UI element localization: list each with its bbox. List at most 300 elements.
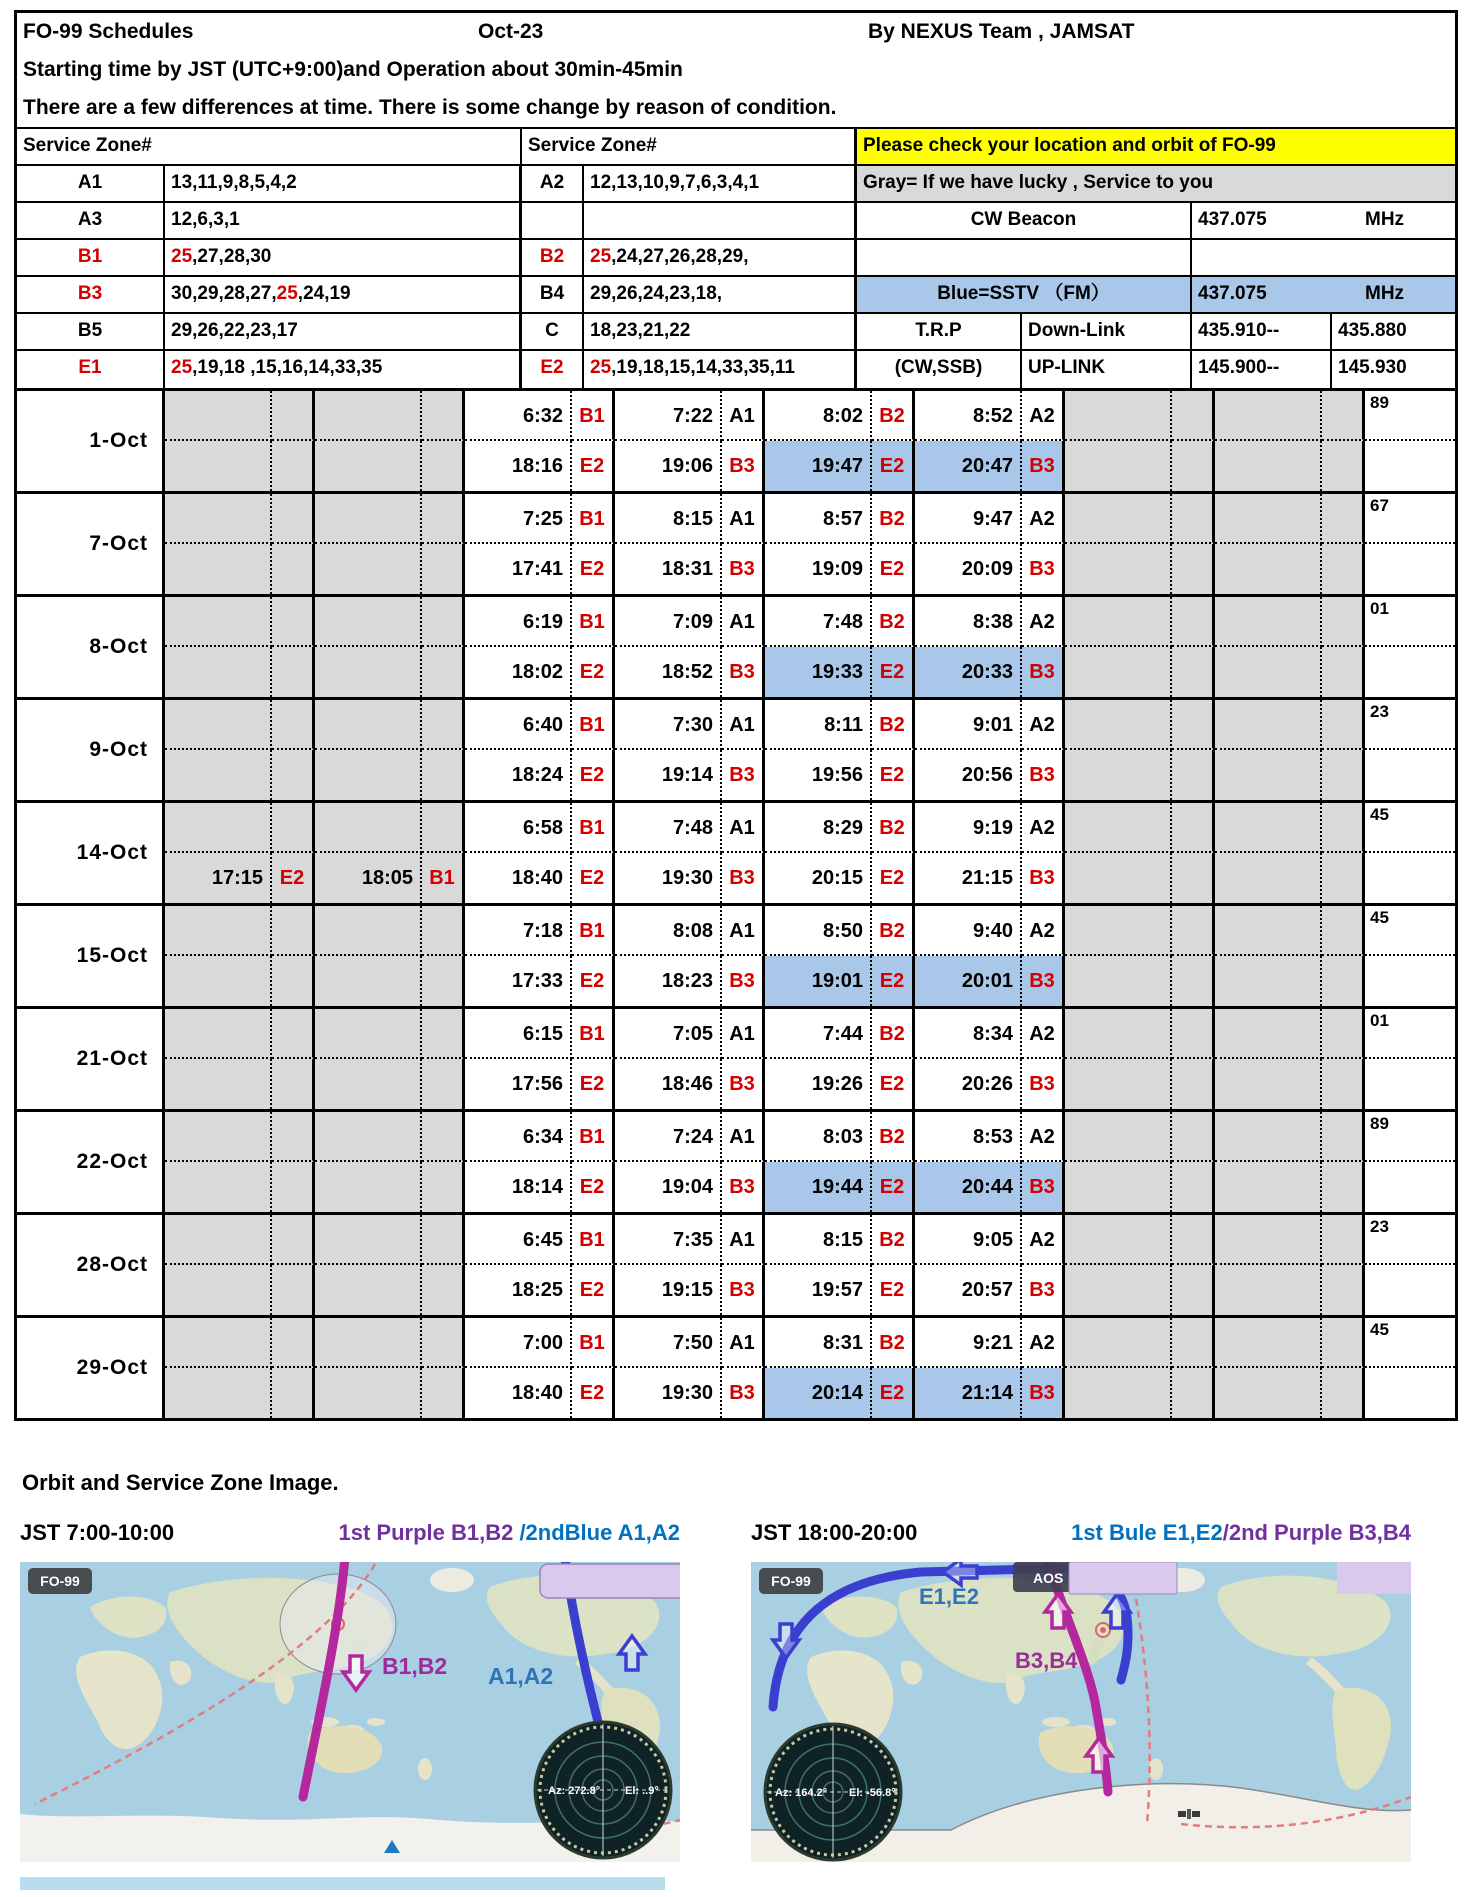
pass-time	[315, 1368, 422, 1418]
pass-zone: A2	[1022, 906, 1065, 956]
pass-zone	[272, 1318, 315, 1368]
pass-time	[1215, 956, 1322, 1006]
zone-numbers	[584, 240, 857, 277]
pass-zone	[422, 1265, 465, 1315]
pass-zone: B3	[1022, 853, 1065, 903]
pass-zone	[1172, 906, 1215, 956]
pass-time	[165, 956, 272, 1006]
pass-zone	[422, 1112, 465, 1162]
pass-time	[1215, 750, 1322, 800]
orbit-number-empty	[1365, 441, 1455, 491]
zone-label: C	[522, 314, 584, 351]
pass-zone	[422, 544, 465, 594]
pass-zone	[422, 803, 465, 853]
orbit-number: 89	[1365, 1112, 1455, 1162]
pass-zone: E2	[272, 853, 315, 903]
frequency-value	[1192, 203, 1455, 240]
pass-time	[1215, 853, 1322, 903]
zone-label: B3	[17, 277, 165, 314]
zone-table-mid-header: Service Zone#	[522, 129, 857, 166]
pass-time: 20:26	[915, 1059, 1022, 1109]
pass-zone	[272, 391, 315, 441]
pass-zone: B1	[572, 906, 615, 956]
pass-zone: A2	[1022, 597, 1065, 647]
zone-numbers	[584, 314, 857, 351]
pass-time	[315, 544, 422, 594]
pass-zone	[272, 1162, 315, 1212]
pass-zone	[1172, 1265, 1215, 1315]
orbit-number: 23	[1365, 700, 1455, 750]
pass-zone: B3	[1022, 1059, 1065, 1109]
date-label: 14-Oct	[17, 803, 165, 903]
pass-time	[165, 494, 272, 544]
bottom-blue-bar	[20, 1877, 665, 1890]
pass-zone	[422, 1162, 465, 1212]
pass-zone	[422, 1318, 465, 1368]
zone-row	[17, 166, 1455, 203]
zone-numbers	[165, 203, 522, 240]
pass-time: 8:11	[765, 700, 872, 750]
pass-time	[165, 647, 272, 697]
pass-time: 8:08	[615, 906, 722, 956]
pass-zone: B2	[872, 803, 915, 853]
link-direction-label: UP-LINK	[1022, 351, 1192, 388]
legend-blue-e1e2: 1st Bule E1,E2	[1071, 1520, 1223, 1545]
pass-time: 6:19	[465, 597, 572, 647]
pass-time: 18:16	[465, 441, 572, 491]
zone-label: B5	[17, 314, 165, 351]
pass-time	[1065, 700, 1172, 750]
pass-time: 19:01	[765, 956, 872, 1006]
pass-time	[1215, 494, 1322, 544]
fo99-badge-label: FO-99	[771, 1573, 811, 1589]
zone-label: A3	[17, 203, 165, 240]
pass-time	[315, 1112, 422, 1162]
pass-zone	[1172, 1059, 1215, 1109]
pass-zone	[1322, 1368, 1365, 1418]
pass-zone	[1172, 700, 1215, 750]
schedule-date-row	[17, 594, 1455, 697]
pass-time: 18:31	[615, 544, 722, 594]
date-label: 15-Oct	[17, 906, 165, 1006]
zone-numbers	[584, 277, 857, 314]
link-mode-label: T.R.P	[857, 314, 1022, 351]
pass-zone	[272, 1112, 315, 1162]
pass-time	[1065, 956, 1172, 1006]
pass-zone	[422, 750, 465, 800]
pass-zone	[1322, 544, 1365, 594]
pass-time	[315, 906, 422, 956]
date-label: 8-Oct	[17, 597, 165, 697]
pass-zone: B3	[1022, 441, 1065, 491]
pass-time: 18:23	[615, 956, 722, 1006]
pass-time	[1215, 906, 1322, 956]
pass-zone: B2	[872, 1112, 915, 1162]
pass-time	[315, 647, 422, 697]
frequency-label: Blue=SSTV （FM）	[857, 277, 1192, 314]
pass-time	[315, 1162, 422, 1212]
pass-zone: A2	[1022, 391, 1065, 441]
pass-zone: B3	[722, 544, 765, 594]
pass-time: 18:52	[615, 647, 722, 697]
zone-numbers	[165, 351, 522, 388]
zone-label: B2	[522, 240, 584, 277]
pass-zone: B3	[722, 750, 765, 800]
pass-zone: B3	[722, 853, 765, 903]
pass-time	[1215, 544, 1322, 594]
pass-time: 8:50	[765, 906, 872, 956]
schedule-date-row	[17, 903, 1455, 1006]
pass-time	[315, 956, 422, 1006]
pass-zone: B3	[722, 647, 765, 697]
gray-legend-note: Gray= If we have lucky , Service to you	[857, 166, 1455, 203]
orbit-number: 45	[1365, 1318, 1455, 1368]
pass-time	[165, 1009, 272, 1059]
zone-number-segment: 25	[590, 246, 612, 267]
pass-zone	[1322, 750, 1365, 800]
pass-time: 8:53	[915, 1112, 1022, 1162]
orbit-number: 45	[1365, 803, 1455, 853]
pass-zone: B2	[872, 391, 915, 441]
track-label-b1b2: B1,B2	[382, 1653, 448, 1679]
zone-number-segment: 30,29,28,27,	[171, 283, 277, 304]
link-frequency-start: 435.910--	[1192, 314, 1332, 351]
pass-zone: E2	[872, 544, 915, 594]
zone-numbers	[165, 314, 522, 351]
pass-zone: E2	[572, 1059, 615, 1109]
pass-zone: E2	[872, 1162, 915, 1212]
pass-time: 20:47	[915, 441, 1022, 491]
pass-zone	[422, 647, 465, 697]
sheet-header	[17, 13, 1455, 127]
frequency-unit: MHz	[1365, 283, 1405, 304]
pass-zone: A1	[722, 700, 765, 750]
pass-zone	[1322, 853, 1365, 903]
pass-zone	[1322, 391, 1365, 441]
schedule-date-row	[17, 491, 1455, 594]
pass-time: 6:40	[465, 700, 572, 750]
pass-time	[1215, 391, 1322, 441]
zone-label: B1	[17, 240, 165, 277]
pass-time: 7:05	[615, 1009, 722, 1059]
pass-zone	[1322, 597, 1365, 647]
byline: By NEXUS Team , JAMSAT	[868, 20, 1135, 43]
pass-zone	[1322, 700, 1365, 750]
pass-time: 19:26	[765, 1059, 872, 1109]
map-right-legend	[1071, 1520, 1411, 1546]
pass-zone: B1	[572, 1318, 615, 1368]
pass-zone	[1172, 803, 1215, 853]
pass-time: 18:05	[315, 853, 422, 903]
pass-time: 18:24	[465, 750, 572, 800]
radar-display	[535, 1722, 671, 1858]
pass-zone: A2	[1022, 1215, 1065, 1265]
zone-label: B4	[522, 277, 584, 314]
date-label: 7-Oct	[17, 494, 165, 594]
pass-time	[1215, 700, 1322, 750]
pass-zone: B2	[872, 1215, 915, 1265]
pass-time	[1215, 1112, 1322, 1162]
pass-zone	[272, 647, 315, 697]
orbit-number: 23	[1365, 1215, 1455, 1265]
zone-row	[17, 129, 1455, 166]
pass-zone	[1322, 647, 1365, 697]
pass-zone: A1	[722, 494, 765, 544]
link-mode-label: (CW,SSB)	[857, 351, 1022, 388]
pass-time	[1215, 1059, 1322, 1109]
pass-zone	[1172, 647, 1215, 697]
pass-zone: E2	[572, 956, 615, 1006]
pass-zone	[272, 803, 315, 853]
pass-zone	[1322, 1318, 1365, 1368]
pass-time: 17:33	[465, 956, 572, 1006]
pass-time: 7:48	[765, 597, 872, 647]
map-block-evening	[751, 1520, 1411, 1890]
pass-time: 6:34	[465, 1112, 572, 1162]
pass-zone: E2	[572, 1368, 615, 1418]
pass-time	[165, 1059, 272, 1109]
orbit-number: 01	[1365, 1009, 1455, 1059]
pass-zone	[1172, 544, 1215, 594]
pass-time	[1215, 1265, 1322, 1315]
date-label: 1-Oct	[17, 391, 165, 491]
pass-zone	[422, 906, 465, 956]
pass-time	[1065, 1009, 1172, 1059]
pass-time	[1065, 1265, 1172, 1315]
pass-time	[1065, 597, 1172, 647]
pass-zone: B2	[872, 700, 915, 750]
pass-time	[165, 1318, 272, 1368]
link-direction-label: Down-Link	[1022, 314, 1192, 351]
notice-banner: Please check your location and orbit of FO-99	[857, 129, 1455, 166]
zone-numbers	[165, 166, 522, 203]
pass-zone: A1	[722, 391, 765, 441]
pass-time: 20:14	[765, 1368, 872, 1418]
pass-zone: E2	[572, 1265, 615, 1315]
pass-zone	[1322, 494, 1365, 544]
pass-zone	[422, 597, 465, 647]
pass-time	[1065, 1318, 1172, 1368]
pass-time: 6:15	[465, 1009, 572, 1059]
zone-number-segment: 12,13,10,9,7,6,3,4,1	[590, 172, 760, 193]
pass-time	[315, 1009, 422, 1059]
frequency-value	[1192, 277, 1455, 314]
zone-row	[17, 203, 1455, 240]
pass-time: 7:30	[615, 700, 722, 750]
zone-number-segment: 13,11,9,8,5,4,2	[171, 172, 297, 193]
pass-time	[1065, 853, 1172, 903]
orbit-number-empty	[1365, 1162, 1455, 1212]
pass-zone: B3	[1022, 544, 1065, 594]
pass-time	[165, 1162, 272, 1212]
pass-zone: B3	[1022, 956, 1065, 1006]
zone-row	[17, 277, 1455, 314]
zone-section	[17, 127, 1455, 388]
pass-zone: A1	[722, 1318, 765, 1368]
pass-time	[165, 803, 272, 853]
pass-zone: B2	[872, 1009, 915, 1059]
pass-time: 20:15	[765, 853, 872, 903]
zone-number-segment: ,24,27,26,28,29,	[611, 246, 749, 267]
pass-time	[315, 441, 422, 491]
pass-time	[1215, 441, 1322, 491]
pass-zone: B3	[722, 1368, 765, 1418]
pass-zone	[422, 441, 465, 491]
pass-zone: B1	[422, 853, 465, 903]
pass-zone	[272, 1215, 315, 1265]
note-line-2: There are a few differences at time. There is some change by reason of condition.	[23, 96, 837, 119]
zone-label: A2	[522, 166, 584, 203]
pass-zone: A1	[722, 1112, 765, 1162]
radar-elevation-value: El: -56.8°	[849, 1787, 896, 1799]
orbit-number: 89	[1365, 391, 1455, 441]
zone-number-segment: 25	[276, 283, 298, 304]
pass-time: 9:47	[915, 494, 1022, 544]
zone-table-left-header: Service Zone#	[17, 129, 522, 166]
zone-number-segment: 25	[171, 357, 193, 378]
pass-time	[1065, 750, 1172, 800]
pass-time: 19:30	[615, 1368, 722, 1418]
orbit-number: 01	[1365, 597, 1455, 647]
pass-time: 7:48	[615, 803, 722, 853]
pass-zone: B3	[722, 1162, 765, 1212]
pass-zone: B3	[1022, 750, 1065, 800]
pass-time: 8:03	[765, 1112, 872, 1162]
pass-zone: A2	[1022, 700, 1065, 750]
covered-label-box	[1069, 1562, 1177, 1594]
radar-elevation-value: El: ..9°	[625, 1785, 659, 1797]
pass-zone	[1172, 1318, 1215, 1368]
orbit-number-empty	[1365, 853, 1455, 903]
pass-zone: B3	[722, 441, 765, 491]
zone-number-segment: 29,26,22,23,17	[171, 320, 298, 341]
orbit-number-empty	[1365, 1265, 1455, 1315]
zone-number-segment: 25	[171, 246, 193, 267]
pass-zone: E2	[872, 441, 915, 491]
pass-time: 7:00	[465, 1318, 572, 1368]
pass-time	[1065, 1059, 1172, 1109]
pass-time	[315, 700, 422, 750]
pass-zone: B3	[1022, 1368, 1065, 1418]
pass-time: 7:24	[615, 1112, 722, 1162]
pass-time	[165, 441, 272, 491]
pass-zone: E2	[872, 853, 915, 903]
pass-zone	[1322, 1215, 1365, 1265]
pass-time	[165, 391, 272, 441]
pass-time	[1215, 803, 1322, 853]
zone-numbers	[584, 203, 857, 240]
pass-zone	[1172, 1162, 1215, 1212]
pass-zone: B3	[722, 1265, 765, 1315]
orbit-number-empty	[1365, 647, 1455, 697]
pass-time	[315, 1059, 422, 1109]
world-map-evening	[751, 1562, 1411, 1862]
date-label: 9-Oct	[17, 700, 165, 800]
pass-zone	[1172, 956, 1215, 1006]
zone-label: A1	[17, 166, 165, 203]
pass-zone	[422, 956, 465, 1006]
pass-zone: A1	[722, 803, 765, 853]
orbit-number-empty	[1365, 750, 1455, 800]
radar-azimuth-value: Az: 272.8°	[548, 1785, 601, 1797]
pass-zone: B1	[572, 597, 615, 647]
pass-time: 9:40	[915, 906, 1022, 956]
pass-zone: B1	[572, 1215, 615, 1265]
pass-time	[1065, 1215, 1172, 1265]
schedule-date-row	[17, 1315, 1455, 1418]
pass-time	[315, 803, 422, 853]
pass-time	[1065, 906, 1172, 956]
pass-time: 18:14	[465, 1162, 572, 1212]
date-label: 29-Oct	[17, 1318, 165, 1418]
pass-time: 7:09	[615, 597, 722, 647]
pass-time	[165, 700, 272, 750]
pass-time: 9:21	[915, 1318, 1022, 1368]
pass-time	[1065, 803, 1172, 853]
pass-time: 18:25	[465, 1265, 572, 1315]
radar-display	[765, 1724, 901, 1860]
pass-time: 8:29	[765, 803, 872, 853]
pass-zone: B3	[722, 1059, 765, 1109]
zone-row	[17, 314, 1455, 351]
pass-time: 20:09	[915, 544, 1022, 594]
pass-time: 8:31	[765, 1318, 872, 1368]
zone-numbers	[584, 351, 857, 388]
pass-time	[315, 1318, 422, 1368]
pass-zone: A2	[1022, 803, 1065, 853]
orbit-number-empty	[1365, 544, 1455, 594]
pass-zone: E2	[572, 544, 615, 594]
pass-zone: B1	[572, 700, 615, 750]
pass-time	[315, 1265, 422, 1315]
pass-time	[1215, 1368, 1322, 1418]
pass-zone: E2	[572, 1162, 615, 1212]
pass-zone	[1172, 494, 1215, 544]
pass-zone: B1	[572, 803, 615, 853]
pass-time	[165, 1112, 272, 1162]
ground-station-dot	[1100, 1627, 1106, 1633]
pass-zone: B2	[872, 1318, 915, 1368]
pass-time: 20:56	[915, 750, 1022, 800]
pass-time	[1215, 647, 1322, 697]
pass-time: 8:15	[765, 1215, 872, 1265]
info-blank-cell	[1192, 240, 1455, 277]
pass-time: 6:58	[465, 803, 572, 853]
pass-time: 6:45	[465, 1215, 572, 1265]
pass-time	[1065, 441, 1172, 491]
pass-zone: A2	[1022, 494, 1065, 544]
pass-zone	[422, 1215, 465, 1265]
zone-row	[17, 240, 1455, 277]
pass-time: 17:15	[165, 853, 272, 903]
date-label: 21-Oct	[17, 1009, 165, 1109]
schedule-sheet	[14, 10, 1458, 1421]
pass-zone: A1	[722, 597, 765, 647]
world-map-morning	[20, 1562, 680, 1862]
pass-zone	[422, 391, 465, 441]
pass-zone	[422, 494, 465, 544]
legend-blue-a1a2: /2ndBlue A1,A2	[519, 1520, 680, 1545]
pass-time: 8:38	[915, 597, 1022, 647]
pass-time	[1215, 1215, 1322, 1265]
zone-numbers	[165, 277, 522, 314]
pass-time	[1065, 1368, 1172, 1418]
pass-zone: E2	[872, 956, 915, 1006]
pass-zone: B2	[872, 906, 915, 956]
maps-section	[14, 1470, 1458, 1890]
zone-number-segment: 12,6,3,1	[171, 209, 240, 230]
pass-zone	[272, 441, 315, 491]
